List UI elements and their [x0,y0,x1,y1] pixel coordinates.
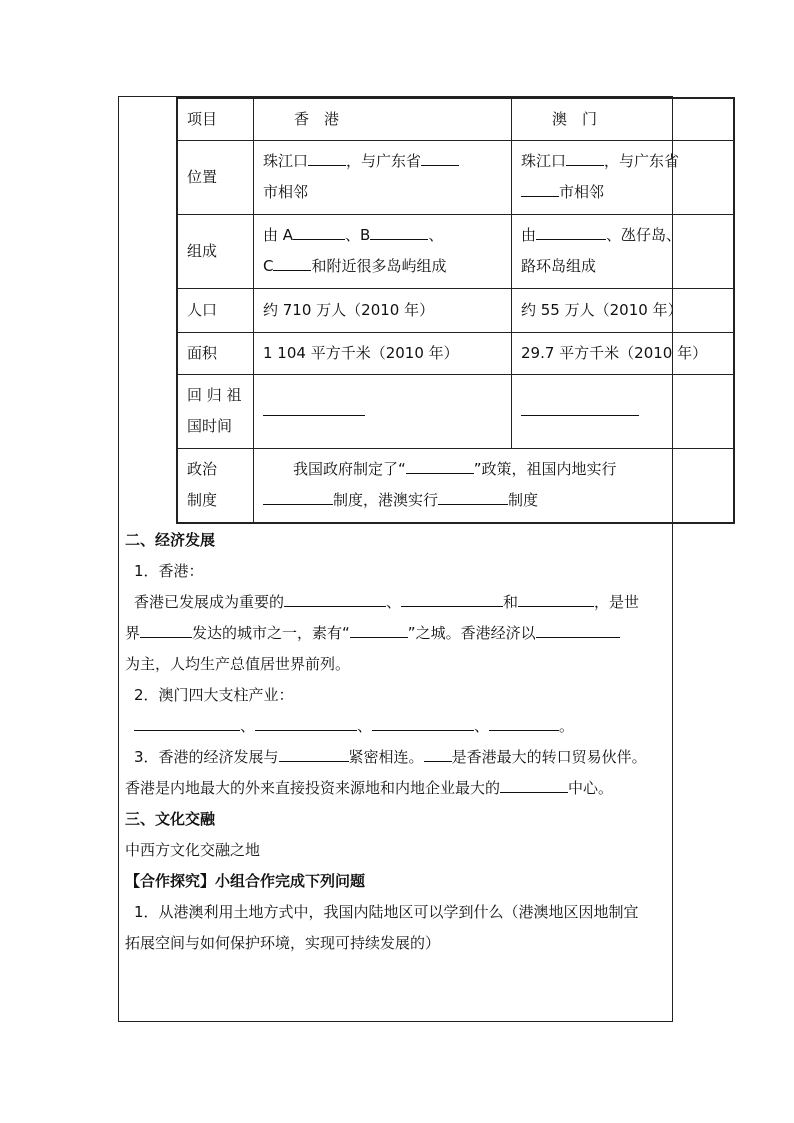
header-item: 项目 [177,98,254,140]
blank[interactable] [421,151,459,166]
cell-hk-composition: 由 A 、B 、 C 和附近很多岛屿组成 [254,214,512,288]
cell-hk-location: 珠江口 ，与广东省 市相邻 [254,140,512,214]
blank[interactable] [370,225,428,240]
table-row-return-time [177,374,734,448]
blank[interactable] [521,182,559,197]
cell-political-system: 我国政府制定了“ ”政策，祖国内地实行 制度，港澳实行 制度 [254,448,735,523]
table-row-population [177,288,734,332]
blank[interactable] [284,592,386,607]
paragraph-hong-kong-economy-cont: 界 发达的城市之一，素有“ ”之城。香港经济以 [125,618,670,649]
blank[interactable] [424,747,452,762]
row-label-population: 人口 [177,288,254,332]
section-title-culture: 三、文化交融 [125,810,216,828]
cell-hk-return-time [254,374,512,448]
header-hong-kong: 香 港 [254,98,512,140]
blank[interactable] [140,623,192,638]
coop-title: 【合作探究】小组合作完成下列问题 [125,872,366,890]
row-label-location: 位置 [177,140,254,214]
item-macau-industries: 2．澳门四大支柱产业： [134,686,294,704]
blank[interactable] [500,778,568,793]
table-row-political-system [177,448,734,523]
row-label-composition: 组成 [177,214,254,288]
blank[interactable] [273,256,311,271]
blank[interactable] [438,490,508,505]
blank[interactable] [279,747,349,762]
row-label-return-time: 回 归 祖 国时间 [177,374,254,448]
cell-mo-return-time [512,374,735,448]
section-title-economy: 二、经济发展 [125,531,216,549]
coop-question-1-cont: 拓展空间与如何保护环境，实现可持续发展的） [125,934,441,952]
blank[interactable] [372,716,474,731]
header-macau: 澳 门 [512,98,735,140]
blank[interactable] [521,397,639,416]
blank[interactable] [293,225,345,240]
item-economic-ties: 3．香港的经济发展与 紧密相连。 是香港最大的转口贸易伙伴。 [134,748,647,766]
coop-question-1: 1．从港澳利用土地方式中，我国内陆地区可以学到什么（港澳地区因地制宜 [134,903,639,921]
cell-mo-area: 29.7 平方千米（2010 年） [512,332,735,374]
blank[interactable] [255,716,357,731]
blank[interactable] [536,225,606,240]
table-row-location [177,140,734,214]
item-hong-kong: 1．香港： [134,562,204,580]
culture-text: 中西方文化交融之地 [125,841,261,859]
worksheet-body [125,525,670,959]
paragraph-investment: 香港是内地最大的外来直接投资来源地和内地企业最大的 中心。 [125,779,614,797]
blank[interactable] [518,592,594,607]
blank[interactable] [350,623,408,638]
blank[interactable] [566,151,604,166]
table-header-row [177,98,734,140]
blank[interactable] [401,592,503,607]
table-row-area [177,332,734,374]
paragraph-hong-kong-economy: 香港已发展成为重要的 、 和 ，是世 [134,593,640,611]
blank[interactable] [263,490,333,505]
hk-macau-comparison-table [176,97,735,524]
cell-hk-area: 1 104 平方千米（2010 年） [254,332,512,374]
blank[interactable] [489,716,559,731]
blank[interactable] [308,151,346,166]
blank[interactable] [134,716,240,731]
row-label-political-system: 政治 制度 [177,448,254,523]
blank[interactable] [406,459,474,474]
row-label-area: 面积 [177,332,254,374]
cell-hk-population: 约 710 万人（2010 年） [254,288,512,332]
paragraph-hong-kong-economy-end: 为主，人均生产总值居世界前列。 [125,655,351,673]
cell-mo-population: 约 55 万人（2010 年） [512,288,735,332]
blank[interactable] [536,623,620,638]
macau-industries-blanks: 、 、 、 。 [125,711,670,742]
cell-mo-location: 珠江口 ，与广东省 市相邻 [512,140,735,214]
table-row-composition [177,214,734,288]
blank[interactable] [263,397,365,416]
cell-mo-composition: 由 、氹仔岛、 路环岛组成 [512,214,735,288]
